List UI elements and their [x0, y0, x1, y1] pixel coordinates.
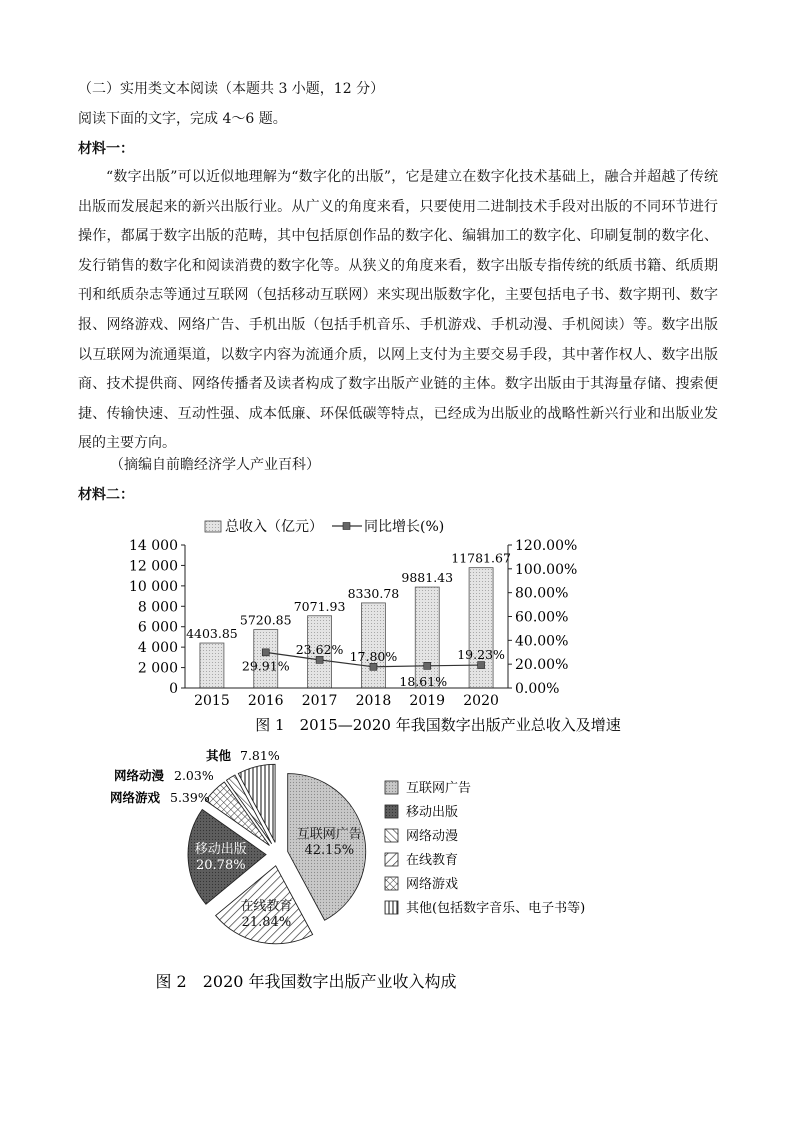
bar-2020 — [469, 568, 493, 688]
pie-outside-value-网络动漫: 2.03% — [174, 768, 214, 783]
material1-paragraph: “数字出版”可以近似地理解为“数字化的出版”，它是建立在数字化技术基础上，融合并超越了传统出版而发展起来的新兴出版行业。从广义的角度来看，只要使用二进制技术手段对出版的不同环节进行操作，都属于数字出版的范畴，其中包括原创作品的数字化、编辑加工的数字化、印刷复制的数字化、发行销售的数字化和阅读消费的数字化等。从狭义的角度来看，数字出版专指传统的纸质书籍、纸质期刊和纸质杂志等通过互联网（包括移动互联网）来实现出版数字化，主要包括电子书、数字期刊、数字报、网络游戏、网络广告、手机出版（包括手机音乐、手机游戏、手机动漫、手机阅读）等。数字出版以互联网为流通渠道，以数字内容为流通介质，以网上支付为主要交易手段，其中著作权人、数字出版商、技术提供商、网络传播者及读者构成了数字出版产业链的主体。数字出版由于其海量存储、搜索便捷、传输快速、互动性强、成本低廉、环保低碳等特点，已经成为出版业的战略性新兴行业和出版业发展的主要方向。 — [78, 169, 718, 452]
legend-label-5: 其他(包括数字音乐、电子书等) — [406, 901, 586, 916]
bar-label-2017: 7071.93 — [293, 598, 346, 614]
growth-label-2020: 19.23% — [457, 647, 505, 663]
legend-label-3: 在线教育 — [406, 853, 459, 868]
material1-label: 材料一： — [78, 141, 134, 157]
right-tick-label: 100.00% — [515, 561, 578, 578]
left-tick-label: 10 000 — [129, 578, 178, 595]
right-tick-label: 0.00% — [515, 681, 560, 697]
section-heading: （二）实用类文本阅读（本题共 3 小题，12 分） — [78, 81, 385, 97]
legend-label-4: 网络游戏 — [406, 877, 459, 892]
right-tick-label: 120.00% — [515, 538, 578, 554]
right-tick-label: 40.00% — [515, 633, 569, 650]
growth-point-2018 — [370, 663, 377, 670]
growth-label-2016: 29.91% — [241, 658, 290, 674]
legend-bar-label: 总收入（亿元） — [225, 519, 323, 535]
figure1-chart — [100, 508, 720, 738]
figure2-title: 图 2 2020 年我国数字出版产业收入构成 — [155, 972, 457, 991]
growth-point-2016 — [262, 649, 269, 656]
growth-point-2017 — [316, 656, 323, 663]
right-tick-label: 20.00% — [515, 657, 569, 674]
left-tick-label: 2 000 — [137, 660, 178, 677]
material2-label: 材料二： — [78, 487, 134, 503]
left-tick-label: 0 — [169, 681, 178, 697]
bar-label-2015: 4403.85 — [186, 626, 238, 642]
growth-label-2017: 23.62% — [295, 641, 344, 657]
right-tick-label: 80.00% — [515, 585, 569, 602]
growth-point-2020 — [478, 662, 485, 669]
figure1-title: 图 1 2015—2020 年我国数字出版产业总收入及增速 — [255, 716, 621, 734]
pie-label-name-互联网广告: 互联网广告 — [296, 827, 362, 843]
pie-outside-name-网络动漫: 网络动漫 — [114, 768, 165, 783]
x-tick-label: 2018 — [355, 693, 392, 709]
instruction: 阅读下面的文字，完成 4～6 题。 — [78, 111, 287, 127]
pie-outside-value-网络游戏: 5.39% — [170, 790, 210, 805]
figure2-chart — [100, 742, 720, 1002]
growth-point-2019 — [424, 662, 431, 669]
legend-label-2: 网络动漫 — [406, 829, 459, 844]
pie-outside-name-网络游戏: 网络游戏 — [110, 790, 161, 805]
x-tick-label: 2016 — [247, 693, 284, 709]
legend-swatch-2 — [385, 829, 398, 842]
bar-label-2020: 11781.67 — [451, 550, 511, 566]
legend-label-0: 互联网广告 — [406, 781, 472, 796]
growth-label-2018: 17.80% — [349, 648, 398, 664]
legend-swatch-1 — [385, 805, 398, 818]
right-tick-label: 60.00% — [515, 609, 569, 626]
bar-2015 — [200, 643, 224, 688]
pie-label-value-移动出版: 20.78% — [196, 858, 246, 874]
legend-line-label: 同比增长(%) — [364, 519, 445, 535]
bar-label-2016: 5720.85 — [239, 612, 292, 628]
legend-swatch-0 — [385, 781, 398, 794]
pie-outside-value-其他: 7.81% — [240, 748, 280, 763]
left-tick-label: 12 000 — [129, 558, 178, 575]
pie-label-value-互联网广告: 42.15% — [304, 843, 355, 859]
legend-line-marker — [343, 523, 350, 530]
bar-label-2019: 9881.43 — [401, 570, 454, 586]
left-tick-label: 6 000 — [137, 619, 178, 636]
material1-source: （摘编自前瞻经济学人产业百科） — [110, 457, 320, 473]
legend-label-1: 移动出版 — [406, 805, 459, 820]
bar-2018 — [361, 603, 385, 688]
pie-label-name-在线教育: 在线教育 — [240, 899, 293, 915]
legend-swatch-3 — [385, 853, 398, 866]
pie-outside-name-其他: 其他 — [206, 748, 232, 763]
left-tick-label: 8 000 — [137, 599, 178, 616]
x-tick-label: 2020 — [463, 693, 499, 709]
growth-label-2019: 18.61% — [399, 673, 448, 689]
left-tick-label: 4 000 — [137, 640, 178, 657]
pie-label-name-移动出版: 移动出版 — [194, 842, 247, 858]
legend-swatch-4 — [385, 877, 398, 890]
x-tick-label: 2019 — [409, 693, 446, 709]
x-tick-label: 2015 — [194, 693, 230, 709]
legend-swatch-5 — [385, 901, 398, 914]
pie-label-value-在线教育: 21.84% — [241, 915, 292, 931]
bar-label-2018: 8330.78 — [347, 585, 400, 601]
left-tick-label: 14 000 — [129, 538, 178, 554]
legend-bar-swatch — [205, 521, 221, 532]
x-tick-label: 2017 — [301, 693, 338, 709]
